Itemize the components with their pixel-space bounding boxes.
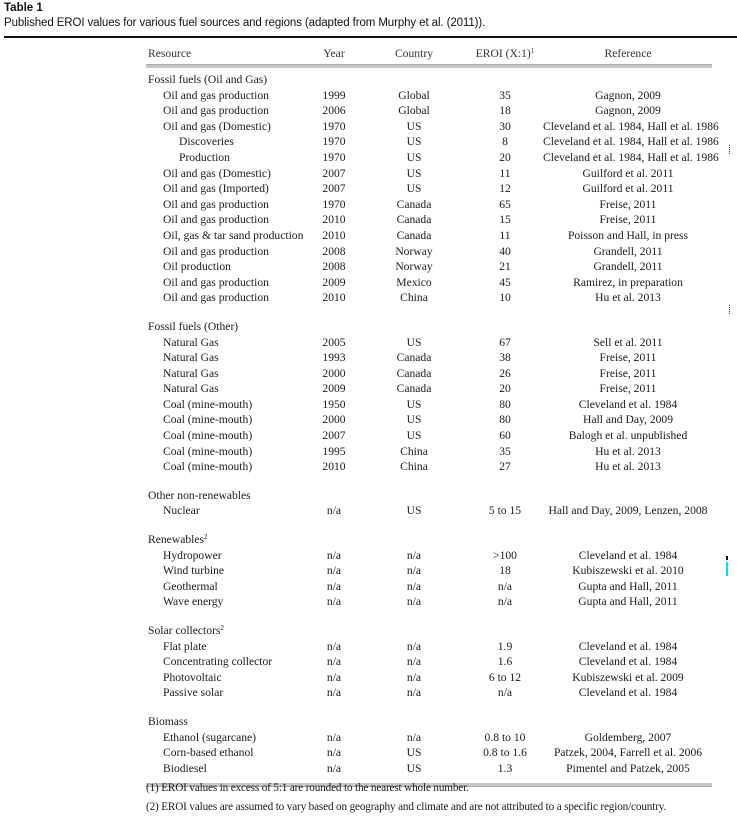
header-eroi: [474, 47, 536, 60]
table-row: [148, 367, 712, 383]
cell-resource: Hydropower: [163, 548, 222, 562]
group-label-text: Fossil fuels (Other): [148, 319, 239, 333]
cell-eroi: 30: [499, 119, 511, 133]
group-label-text: Biomass: [148, 714, 188, 728]
table-row: [148, 429, 712, 445]
cell-resource: Corn-based ethanol: [163, 746, 254, 760]
cell-country: Global: [398, 104, 430, 118]
cell-country: Canada: [396, 213, 432, 227]
cell-country: US: [406, 746, 422, 760]
cell-year: n/a: [326, 686, 342, 700]
cell-year: 1999: [322, 88, 346, 102]
cell-eroi: 21: [499, 260, 511, 274]
cell-reference: Freise, 2011: [599, 197, 657, 211]
cell-country: Canada: [396, 382, 432, 396]
cell-eroi: n/a: [497, 595, 513, 609]
table-row: [148, 504, 712, 520]
cell-year: 2010: [322, 213, 346, 227]
group-label: [148, 73, 267, 86]
cell-year: 1993: [322, 351, 346, 365]
table-row: [148, 746, 712, 762]
table-row: [148, 398, 712, 414]
cell-eroi: 27: [499, 460, 511, 474]
cell-reference: Hu et al. 2013: [595, 291, 661, 305]
cell-country: n/a: [406, 670, 422, 684]
cell-resource: Oil, gas & tar sand production: [163, 228, 304, 242]
cell-resource: Geothermal: [163, 579, 218, 593]
cell-country: n/a: [406, 548, 422, 562]
cell-resource: Oil and gas production: [163, 104, 269, 118]
cell-reference: Hall and Day, 2009: [582, 413, 674, 427]
table-caption-title: Table 1: [4, 2, 43, 14]
group-header-row: [148, 624, 712, 640]
group-footnote-ref: 2: [204, 533, 208, 542]
eroi-table: [148, 40, 719, 787]
cell-resource: Concentrating collector: [163, 655, 273, 669]
cell-country: US: [406, 135, 422, 149]
cell-eroi: 0.8 to 10: [484, 730, 526, 744]
cell-resource: Wave energy: [163, 595, 224, 609]
cell-resource: Oil and gas production: [163, 244, 269, 258]
table-row: [148, 336, 712, 352]
cell-year: n/a: [326, 504, 342, 518]
table-row: [148, 104, 712, 120]
scan-artifact-mark: [726, 556, 728, 560]
table-row: [148, 260, 712, 276]
cell-year: n/a: [326, 670, 342, 684]
group-label-text: Solar collectors: [148, 624, 221, 637]
cell-year: 2009: [322, 275, 346, 289]
cell-eroi: 1.6: [497, 655, 513, 669]
cell-year: 2010: [322, 228, 346, 242]
group-spacer: [148, 702, 712, 715]
top-rule-divider: [4, 36, 737, 38]
cell-resource: Wind turbine: [163, 564, 225, 578]
cell-reference: Gupta and Hall, 2011: [578, 595, 678, 609]
cell-year: 2007: [322, 182, 346, 196]
table-row: [148, 564, 712, 580]
cell-country: Canada: [396, 351, 432, 365]
cell-eroi: 1.3: [497, 761, 513, 775]
header-year: Year: [323, 47, 345, 60]
cell-reference: Freise, 2011: [599, 351, 657, 365]
cell-eroi: 45: [499, 275, 511, 289]
cell-country: US: [406, 397, 422, 411]
table-row: [148, 291, 712, 307]
cell-eroi: 12: [499, 182, 511, 196]
table-row: [148, 580, 712, 596]
table-row: [148, 89, 712, 105]
table-row: [148, 150, 719, 167]
table-row: [148, 276, 712, 292]
cell-resource: Coal (mine-mouth): [163, 413, 253, 427]
footnotes: [146, 782, 666, 820]
table-row: [148, 229, 712, 245]
group-header-row: [148, 320, 712, 336]
cell-resource: Coal (mine-mouth): [163, 397, 253, 411]
group-label: [148, 489, 251, 502]
cell-reference: Cleveland et al. 1984: [578, 686, 678, 700]
cell-country: n/a: [406, 686, 422, 700]
cell-eroi: 20: [499, 382, 511, 396]
cell-reference: Balogh et al. unpublished: [568, 429, 688, 443]
cell-country: US: [406, 335, 422, 349]
table-row: [148, 119, 719, 136]
table-row: [148, 460, 712, 476]
cell-year: n/a: [326, 730, 342, 744]
header-reference: Reference: [604, 47, 652, 60]
table-caption-text: Published EROI values for various fuel sources and regions (adapted from Murphy et al. (2011)).: [4, 17, 486, 29]
cell-reference: Sell et al. 2011: [593, 335, 663, 349]
group-label: [148, 320, 238, 333]
cell-reference: Gagnon, 2009: [595, 104, 661, 118]
cell-resource: Natural Gas: [163, 335, 219, 349]
cell-resource: Coal (mine-mouth): [163, 444, 253, 458]
cell-country: Mexico: [396, 275, 432, 289]
table-row: [148, 351, 712, 367]
cell-resource: Discoveries: [179, 135, 234, 149]
cell-country: US: [406, 182, 422, 196]
table-row: [148, 445, 712, 461]
group-header-row: [148, 489, 712, 505]
cell-country: China: [400, 291, 428, 305]
table-row: [148, 213, 712, 229]
table-row: [148, 135, 719, 151]
cell-resource: Coal (mine-mouth): [163, 460, 253, 474]
cell-country: US: [406, 150, 422, 164]
table-row: [148, 595, 712, 611]
group-spacer: [148, 611, 712, 624]
header-eroi-footnote-ref: 1: [530, 47, 535, 55]
cell-reference: Cleveland et al. 1984: [578, 397, 678, 411]
cell-year: 2006: [322, 104, 346, 118]
cell-eroi: 11: [499, 228, 511, 242]
group-label: [148, 533, 208, 546]
group-header-row: [148, 533, 712, 549]
cell-reference: Kubiszewski et al. 2009: [572, 670, 684, 684]
cell-reference: Guilford et al. 2011: [582, 166, 674, 180]
cell-year: n/a: [326, 548, 342, 562]
cell-reference: Cleveland et al. 1984: [578, 655, 678, 669]
cell-resource: Oil production: [163, 260, 231, 274]
scan-artifact-mark: [729, 145, 730, 155]
cell-resource: Nuclear: [163, 504, 200, 518]
cell-reference: Hu et al. 2013: [595, 460, 661, 474]
cell-resource: Oil and gas production: [163, 197, 269, 211]
cell-year: 2005: [322, 335, 346, 349]
cell-country: US: [406, 504, 422, 518]
cell-resource: Photovoltaic: [163, 670, 222, 684]
cell-eroi: n/a: [497, 686, 513, 700]
cell-year: 2009: [322, 382, 346, 396]
cell-country: Canada: [396, 228, 432, 242]
group-spacer: [148, 520, 712, 533]
group-spacer: [148, 307, 712, 320]
cell-country: China: [400, 460, 428, 474]
cell-resource: Natural Gas: [163, 382, 219, 396]
cell-eroi: 60: [499, 429, 511, 443]
cell-eroi: 18: [499, 564, 511, 578]
cell-resource: Natural Gas: [163, 351, 219, 365]
cell-country: US: [406, 429, 422, 443]
cell-country: US: [406, 119, 422, 133]
cell-eroi: 0.8 to 1.6: [483, 746, 527, 760]
table-row: [148, 413, 712, 429]
cell-year: 1970: [322, 119, 346, 133]
cell-eroi: 20: [499, 150, 511, 164]
cell-year: 1970: [322, 150, 346, 164]
group-spacer: [148, 476, 712, 489]
cell-resource: Ethanol (sugarcane): [163, 730, 257, 744]
header-eroi-label: EROI (X:1): [475, 47, 531, 60]
table-row: [148, 655, 712, 671]
group-header-row: [148, 715, 712, 731]
header-resource: Resource: [148, 47, 192, 60]
cell-eroi: 65: [499, 197, 511, 211]
cell-year: 2000: [322, 413, 346, 427]
cell-resource: Natural Gas: [163, 366, 219, 380]
cell-year: 1970: [322, 135, 346, 149]
table-row: [148, 640, 712, 656]
cell-reference: Ramirez, in preparation: [573, 275, 683, 289]
cell-year: 2008: [322, 244, 346, 258]
table-row: [148, 731, 712, 747]
cell-year: n/a: [326, 579, 342, 593]
cell-country: Global: [398, 88, 430, 102]
cell-country: Canada: [396, 197, 432, 211]
cell-reference: Cleveland et al. 1984: [578, 548, 678, 562]
cell-country: China: [400, 444, 428, 458]
cell-eroi: 35: [499, 444, 511, 458]
cell-resource: Oil and gas production: [163, 213, 269, 227]
table-row: [148, 762, 712, 778]
footnote-2: (2) EROI values are assumed to vary based on geography and climate and are not attributed to a specific region/country.: [146, 801, 667, 813]
cell-country: US: [406, 413, 422, 427]
cell-year: 2000: [322, 366, 346, 380]
cell-reference: Freise, 2011: [599, 382, 657, 396]
cell-eroi: 80: [499, 397, 511, 411]
cell-eroi: 18: [499, 104, 511, 118]
scan-artifact-mark: [729, 305, 730, 315]
cell-country: Canada: [396, 366, 432, 380]
cell-reference: Cleveland et al. 1984, Hall et al. 1986: [543, 150, 719, 164]
table-row: [148, 549, 712, 565]
cell-reference: Cleveland et al. 1984, Hall et al. 1986: [543, 135, 719, 149]
cell-resource: Flat plate: [163, 639, 207, 653]
cell-year: 2010: [322, 460, 346, 474]
cell-country: n/a: [406, 564, 422, 578]
cell-resource: Oil and gas (Imported): [163, 182, 269, 196]
table-body: [148, 68, 719, 777]
cell-eroi: 10: [499, 291, 511, 305]
cell-year: 2007: [322, 429, 346, 443]
cell-eroi: >100: [493, 548, 517, 562]
group-label-text: Other non-renewables: [148, 488, 251, 502]
cell-year: n/a: [326, 595, 342, 609]
cell-eroi: 26: [499, 366, 511, 380]
cell-eroi: 38: [499, 351, 511, 365]
group-label: [148, 624, 224, 637]
footnote-1: (1) EROI values in excess of 5:1 are rounded to the nearest whole number.: [146, 782, 469, 794]
cell-resource: Oil and gas (Domestic): [163, 166, 271, 180]
cell-year: 2008: [322, 260, 346, 274]
cell-eroi: 80: [499, 413, 511, 427]
cell-country: US: [406, 761, 422, 775]
cell-year: 1995: [322, 444, 346, 458]
group-label-text: Fossil fuels (Oil and Gas): [148, 73, 268, 86]
cell-reference: Gupta and Hall, 2011: [578, 579, 678, 593]
cell-reference: Hall and Day, 2009, Lenzen, 2008: [548, 504, 708, 518]
cell-year: 2007: [322, 166, 346, 180]
cell-eroi: 15: [499, 213, 511, 227]
cell-year: n/a: [326, 564, 342, 578]
cell-year: n/a: [326, 746, 342, 760]
group-label: [148, 715, 188, 728]
table-header-row: [148, 40, 712, 64]
cell-eroi: 8: [502, 135, 508, 149]
cell-eroi: 40: [499, 244, 511, 258]
cell-reference: Grandell, 2011: [593, 244, 663, 258]
cell-reference: Patzek, 2004, Farrell et al. 2006: [553, 746, 703, 760]
cell-country: n/a: [406, 730, 422, 744]
cell-country: Norway: [395, 260, 433, 274]
cell-reference: Freise, 2011: [599, 213, 657, 227]
scan-artifact-mark: [726, 562, 728, 576]
table-row: [148, 382, 712, 398]
cell-resource: Oil and gas production: [163, 291, 269, 305]
cell-resource: Oil and gas production: [163, 275, 269, 289]
cell-resource: Oil and gas (Domestic): [163, 119, 271, 133]
cell-eroi: n/a: [497, 579, 513, 593]
cell-country: n/a: [406, 595, 422, 609]
table-row: [148, 671, 712, 687]
group-footnote-ref: 2: [220, 624, 224, 632]
cell-resource: Production: [179, 150, 230, 164]
cell-eroi: 67: [499, 335, 511, 349]
group-label-text: Renewables: [148, 533, 205, 547]
table-row: [148, 198, 712, 214]
cell-country: n/a: [406, 579, 422, 593]
cell-year: 1950: [322, 397, 346, 411]
cell-reference: Kubiszewski et al. 2010: [572, 564, 684, 578]
cell-reference: Cleveland et al. 1984: [578, 639, 678, 653]
cell-year: n/a: [326, 655, 342, 669]
group-header-row: [148, 73, 712, 89]
cell-year: 2010: [322, 291, 346, 305]
cell-reference: Gagnon, 2009: [595, 88, 661, 102]
cell-reference: Hu et al. 2013: [595, 444, 661, 458]
cell-eroi: 1.9: [497, 639, 513, 653]
table-row: [148, 686, 712, 702]
cell-eroi: 35: [499, 88, 511, 102]
cell-country: n/a: [406, 639, 422, 653]
cell-reference: Goldemberg, 2007: [584, 730, 672, 744]
cell-reference: Freise, 2011: [599, 366, 657, 380]
cell-reference: Grandell, 2011: [593, 260, 663, 274]
cell-resource: Passive solar: [163, 686, 224, 700]
cell-reference: Cleveland et al. 1984, Hall et al. 1986: [543, 119, 719, 133]
cell-country: US: [406, 166, 422, 180]
cell-resource: Oil and gas production: [163, 88, 269, 102]
cell-resource: Coal (mine-mouth): [163, 429, 253, 443]
cell-year: n/a: [326, 639, 342, 653]
cell-year: n/a: [326, 761, 342, 775]
header-country: Country: [394, 47, 433, 60]
cell-year: 1970: [322, 197, 346, 211]
cell-eroi: 5 to 15: [488, 504, 522, 518]
cell-reference: Guilford et al. 2011: [582, 182, 674, 196]
table-row: [148, 182, 712, 198]
cell-resource: Biodiesel: [163, 761, 207, 775]
table-row: [148, 167, 712, 183]
cell-eroi: 11: [499, 166, 511, 180]
cell-country: n/a: [406, 655, 422, 669]
cell-eroi: 6 to 12: [488, 670, 522, 684]
table-row: [148, 245, 712, 261]
cell-reference: Poisson and Hall, in press: [567, 228, 689, 242]
cell-country: Norway: [395, 244, 433, 258]
cell-reference: Pimentel and Patzek, 2005: [566, 761, 690, 775]
